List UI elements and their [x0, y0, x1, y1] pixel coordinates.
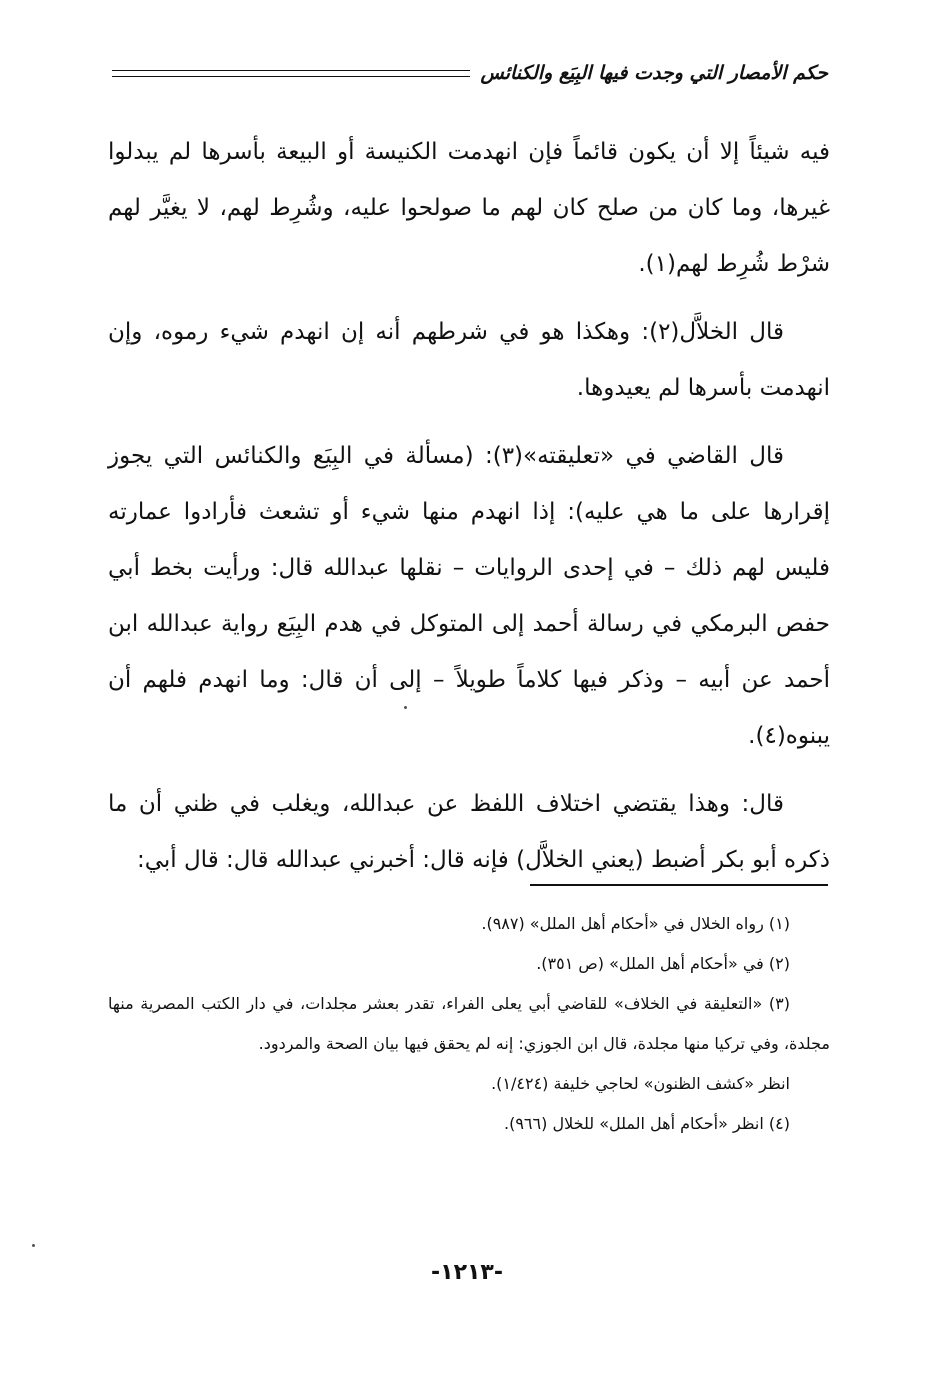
paragraph: قال القاضي في «تعليقته»(٣): (مسألة في البِيَع والكنائس التي يجوز إقرارها على ما هي عليه): إذا انهدم منها شيء أو تشعث فأرادوا عمارته فليس لهم ذلك – في إحدى الروايات – نقلها عبدالله قال: ورأيت بخط أبي حفص البرمكي في رسالة أحمد إلى المتوكل في هدم البِيَع رواية عبدالله ابن أحمد عن أبيه – وذكر فيها كلاماً طويلاً – إلى أن قال: وما انهدم فلهم أن يبنوه(٤).	[108, 443, 830, 749]
scan-speck	[404, 706, 407, 709]
footnote: (٢) في «أحكام أهل الملل» (ص ٣٥١).	[536, 954, 790, 973]
footnotes	[108, 904, 830, 1144]
scan-speck	[32, 1244, 35, 1247]
footnote-continuation: انظر «كشف الظنون» لحاجي خليفة (١/٤٢٤).	[491, 1074, 790, 1093]
footnote-separator	[530, 884, 828, 886]
header-double-rule	[112, 70, 470, 77]
page-number: -١٢١٣-	[431, 1260, 503, 1285]
running-header	[112, 52, 828, 94]
paragraph: فيه شيئاً إلا أن يكون قائماً فإن انهدمت الكنيسة أو البيعة بأسرها لم يبدلوا غيرها، وما كان من صلح كان لهم ما صولحوا عليه، وشُرِط لهم، لا يغيَّر لهم شرْط شُرِط لهم(١).	[108, 139, 830, 277]
paragraph: قال: وهذا يقتضي اختلاف اللفظ عن عبدالله، ويغلب في ظني أن ما ذكره أبو بكر أضبط (يعني الخلاَّل) فإنه قال: أخبرني عبدالله قال: قال أبي:	[108, 791, 830, 873]
footnote: (٤) انظر «أحكام أهل الملل» للخلال (٩٦٦).	[504, 1114, 790, 1133]
footnote: (٣) «التعليقة في الخلاف» للقاضي أبي يعلى الفراء، تقدر بعشر مجلدات، في دار الكتب المصرية منها مجلدة، وفي تركيا منها مجلدة، قال ابن الجوزي: إنه لم يحقق فيها بيان الصحة والمردود.	[108, 994, 830, 1053]
paragraph: قال الخلاَّل(٢): وهكذا هو في شرطهم أنه إن انهدم شيء رموه، وإن انهدمت بأسرها لم يعيدوها.	[108, 319, 830, 401]
main-text	[108, 124, 830, 900]
footnote: (١) رواه الخلال في «أحكام أهل الملل» (٩٨٧).	[481, 914, 790, 933]
header-title: حكم الأمصار التي وجدت فيها البِيَع والكنائس	[480, 62, 828, 84]
